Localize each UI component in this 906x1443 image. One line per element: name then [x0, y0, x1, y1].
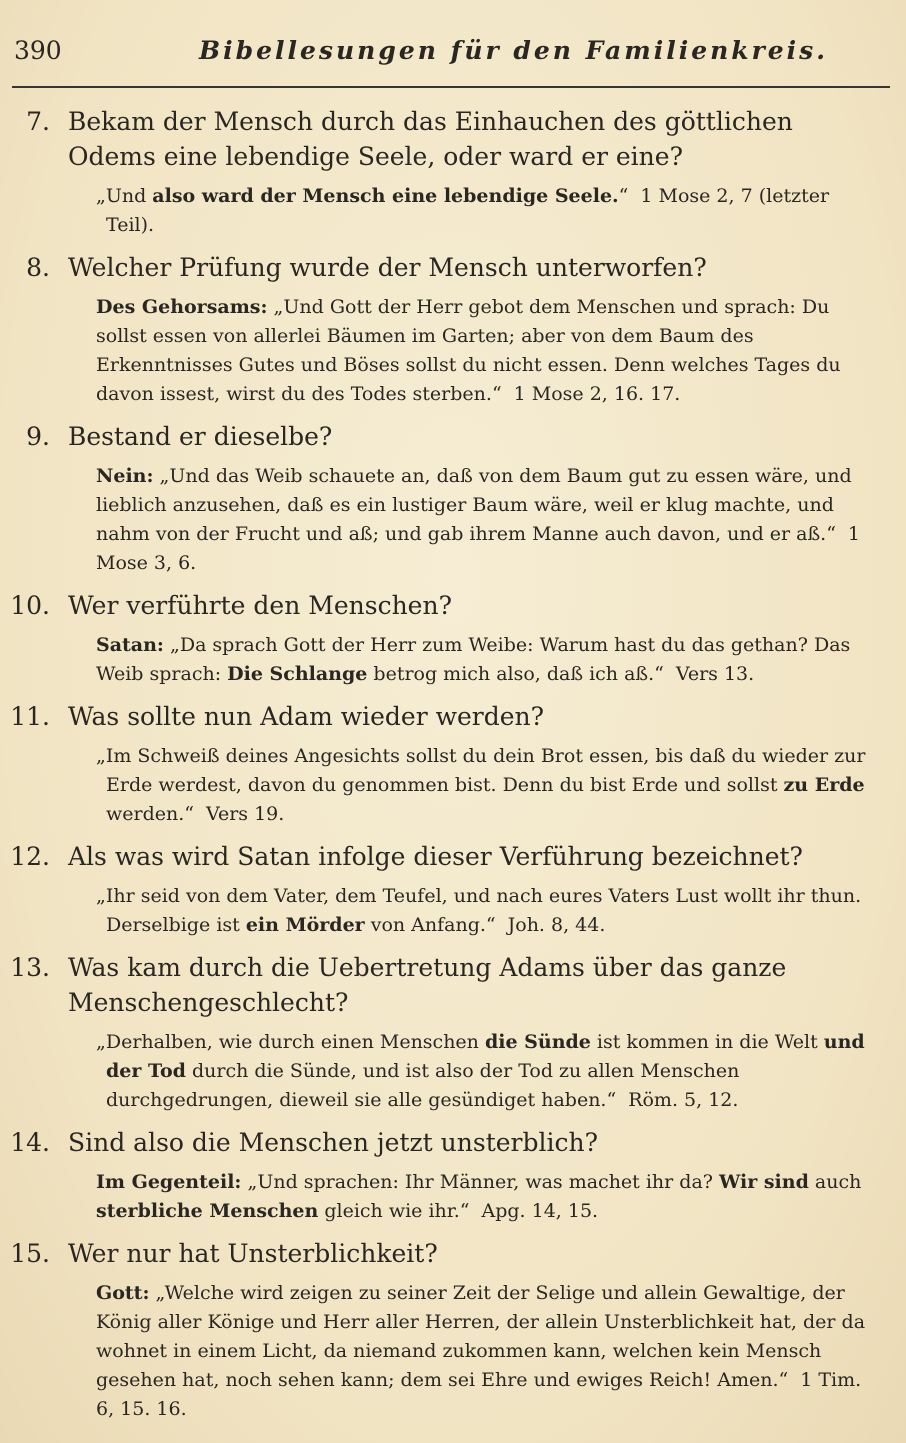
scripture-reference: Vers 19.: [206, 803, 285, 825]
question-number: 7.: [26, 107, 50, 136]
question-text: Bekam der Mensch durch das Einhauchen des göttlichen Odems eine lebendige Seele, oder ward er eine?: [68, 107, 793, 171]
question: [0, 1236, 906, 1271]
answer-lead: Nein:: [96, 465, 154, 487]
answer: [0, 1168, 906, 1226]
answer-text: von Anfang.“: [364, 914, 496, 936]
qa-item: [0, 950, 906, 1115]
scripture-reference: Joh. 8, 44.: [507, 914, 606, 936]
item-spacer: [0, 1115, 906, 1125]
item-spacer: [0, 1226, 906, 1236]
answer-text: „Da sprach Gott der Herr zum Weibe: Warum hast du das gethan? Das Weib sprach:: [96, 634, 851, 685]
answer: [0, 462, 906, 578]
answer-text: gleich wie ihr.“: [318, 1200, 470, 1222]
scripture-reference: 1 Mose 3, 6.: [96, 523, 860, 574]
question: [0, 104, 906, 174]
answer-emphasis: zu Erde: [783, 774, 865, 796]
item-spacer: [0, 578, 906, 588]
question-number: 8.: [26, 253, 50, 282]
question: [0, 588, 906, 623]
answer-lead: Des Gehorsams:: [96, 296, 268, 318]
scripture-reference: 1 Tim. 6, 15. 16.: [96, 1369, 862, 1420]
question: [0, 699, 906, 734]
qa-item: [0, 104, 906, 240]
header-rule: [12, 86, 890, 88]
item-spacer: [0, 829, 906, 839]
answer-emphasis: und der Tod: [106, 1031, 865, 1082]
question: [0, 950, 906, 1020]
question-number: 14.: [10, 1128, 50, 1157]
question: [0, 419, 906, 454]
question-text: Was kam durch die Uebertretung Adams über das ganze Menschengeschlecht?: [68, 953, 787, 1017]
qa-item: [0, 1236, 906, 1424]
running-title: Bibellesungen für den Familienkreis.: [199, 36, 828, 65]
question-text: Bestand er dieselbe?: [68, 422, 333, 451]
answer-text: werden.“: [106, 803, 194, 825]
qa-item: [0, 839, 906, 940]
answer-text: „Und: [96, 185, 153, 207]
scripture-reference: Vers 13.: [675, 663, 755, 685]
page-header: [14, 30, 890, 72]
answer: [0, 882, 906, 940]
qa-item: [0, 588, 906, 689]
answer: [0, 631, 906, 689]
qa-item: [0, 1125, 906, 1226]
question-text: Wer nur hat Unsterblichkeit?: [68, 1239, 438, 1268]
answer-emphasis: ein Mörder: [245, 914, 365, 936]
answer-emphasis: also ward der Mensch eine lebendige Seele.: [152, 185, 619, 207]
answer-text: “: [618, 185, 629, 207]
scripture-reference: Apg. 14, 15.: [481, 1200, 599, 1222]
answer-text: „Und das Weib schauete an, daß von dem Baum gut zu essen wäre, und lieblich anzusehen, daß es ein lustiger Baum wäre, weil er klug machte, und nahm von der Frucht und aß; und gab ihrem Manne auch davon, und er aß.“: [96, 465, 852, 545]
answer-text: „Welche wird zeigen zu seiner Zeit der Selige und allein Gewaltige, der König aller Könige und Herr aller Herren, der allein Unsterblichkeit hat, der da wohnet in einem Licht, da niemand zukommen kann, welchen kein Mensch gesehen hat, noch sehen kann; dem sei Ehre und ewiges Reich! Amen.“: [96, 1282, 866, 1391]
answer-lead: Im Gegenteil:: [96, 1171, 242, 1193]
page-number: 390: [14, 36, 62, 65]
question: [0, 250, 906, 285]
answer-emphasis: Die Schlange: [227, 663, 368, 685]
scripture-reference: 1 Mose 2, 16. 17.: [513, 383, 681, 405]
item-spacer: [0, 689, 906, 699]
question: [0, 839, 906, 874]
question: [0, 1125, 906, 1160]
answer-lead: Satan:: [96, 634, 164, 656]
answer: [0, 293, 906, 409]
question-text: Welcher Prüfung wurde der Mensch unterworfen?: [68, 253, 707, 282]
question-text: Sind also die Menschen jetzt unsterblich?: [68, 1128, 598, 1157]
answer-emphasis: sterbliche Menschen: [96, 1200, 319, 1222]
answer: [0, 742, 906, 829]
answer-text: „Im Schweiß deines Angesichts sollst du dein Brot essen, bis daß du wieder zur Erde werdest, davon du genommen bist. Denn du bist Erde und sollst: [96, 745, 866, 796]
question-number: 12.: [10, 842, 50, 871]
question-number: 13.: [10, 953, 50, 982]
qa-item: [0, 419, 906, 578]
answer-text: „Und sprachen: Ihr Männer, was machet ihr da?: [241, 1171, 720, 1193]
question-number: 10.: [10, 591, 50, 620]
item-spacer: [0, 940, 906, 950]
answer: [0, 1279, 906, 1424]
answer-text: „Ihr seid von dem Vater, dem Teufel, und nach eures Vaters Lust wollt ihr thun. Derselbige ist: [96, 885, 862, 936]
scripture-reference: 1 Mose 2, 7 (letzter Teil).: [106, 185, 830, 236]
answer-text: durch die Sünde, und ist also der Tod zu allen Menschen durchgedrungen, dieweil sie alle gesündiget haben.“: [106, 1060, 740, 1111]
question-text: Wer verführte den Menschen?: [68, 591, 452, 620]
answer-text: betrog mich also, daß ich aß.“: [367, 663, 664, 685]
answer-text: ist kommen in die Welt: [590, 1031, 824, 1053]
answer-text: „Derhalben, wie durch einen Menschen: [96, 1031, 485, 1053]
answer-lead: Gott:: [96, 1282, 150, 1304]
qa-list: [0, 104, 906, 1434]
answer-emphasis: Wir sind: [719, 1171, 809, 1193]
item-spacer: [0, 409, 906, 419]
question-number: 15.: [10, 1239, 50, 1268]
item-spacer: [0, 1424, 906, 1434]
answer: [0, 1028, 906, 1115]
scripture-reference: Röm. 5, 12.: [628, 1089, 739, 1111]
qa-item: [0, 250, 906, 409]
answer-text: „Und Gott der Herr gebot dem Menschen und sprach: Du sollst essen von allerlei Bäumen im Garten; aber von dem Baum des Erkenntnisses Gutes und Böses sollst du nicht essen. Denn welches Tages du davon issest, wirst du des Todes sterben.“: [96, 296, 841, 405]
question-text: Was sollte nun Adam wieder werden?: [68, 702, 545, 731]
item-spacer: [0, 240, 906, 250]
answer: [0, 182, 906, 240]
answer-text: auch: [808, 1171, 862, 1193]
answer-emphasis: die Sünde: [484, 1031, 591, 1053]
question-text: Als was wird Satan infolge dieser Verführung bezeichnet?: [68, 842, 803, 871]
question-number: 11.: [10, 702, 50, 731]
question-number: 9.: [26, 422, 50, 451]
qa-item: [0, 699, 906, 829]
